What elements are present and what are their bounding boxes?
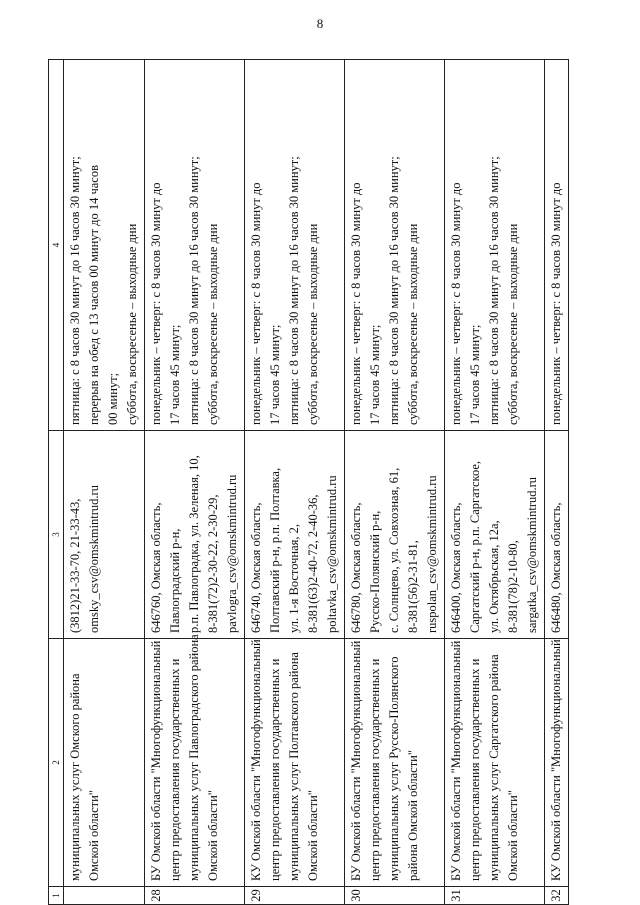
organization-name-line: центр предоставления государственных и — [368, 658, 382, 881]
working-hours-line: понедельник – четверг: с 8 часов 30 минут до — [149, 182, 163, 425]
address-contacts-cell — [245, 431, 345, 639]
working-hours-line: пятница: с 8 часов 30 минут до 16 часов 30 минут; — [187, 156, 201, 425]
address-contacts-line: 8-381(56)2-31-81, — [406, 540, 420, 633]
organization-name-line: муниципальных услуг Русско-Полянского — [387, 656, 401, 881]
address-contacts-line: 646480, Омская область, — [549, 502, 563, 633]
address-contacts-line: poltavka_csv@omskmintrud.ru — [325, 475, 339, 633]
row-number: 31 — [445, 887, 545, 905]
address-contacts-line: ул. Октябрьская, 12а, — [487, 520, 501, 633]
working-hours-cell — [345, 60, 445, 431]
address-contacts-line: sargatka_csv@omskmintrud.ru — [525, 476, 539, 633]
organization-name-cell — [245, 639, 345, 887]
row-number: 29 — [245, 887, 345, 905]
organization-name-line: центр предоставления государственных и — [168, 658, 182, 881]
organization-name-line: Омской области" — [306, 790, 320, 881]
row-number: 28 — [145, 887, 245, 905]
address-contacts-cell — [345, 431, 445, 639]
organization-name-cell — [445, 639, 545, 887]
address-contacts-line: р.п. Павлоградка, ул. Зеленая, 10, — [187, 455, 201, 633]
address-contacts-line: 8-381(78)2-10-80, — [506, 540, 520, 633]
column-number-4: 4 — [49, 60, 64, 431]
address-contacts-line: 646400, Омская область, — [449, 502, 463, 633]
address-contacts-line: pavlogra_csv@omskmintrud.ru — [225, 474, 239, 633]
organization-name-line: КУ Омской области "Многофункциональный — [549, 639, 563, 881]
organization-name-cell — [64, 639, 145, 887]
column-number-2: 2 — [49, 639, 64, 887]
organization-name-line: центр предоставления государственных и — [468, 658, 482, 881]
organization-name-cell — [345, 639, 445, 887]
organization-name-line: муниципальных услуг Полтавского района — [287, 652, 301, 881]
address-contacts-line: (3812)21-33-70, 21-33-43, — [68, 498, 82, 633]
address-contacts-line: 646780, Омская область, — [349, 502, 363, 633]
working-hours-line: понедельник – четверг: с 8 часов 30 минут до — [449, 182, 463, 425]
organization-name-cell — [545, 639, 569, 887]
working-hours-line: суббота, воскресенье – выходные дни — [406, 223, 420, 425]
address-contacts-line: ул. 1-я Восточная, 2, — [287, 523, 301, 633]
address-contacts-line: Полтавский р-н, р.п. Полтавка, — [268, 467, 282, 633]
working-hours-line: пятница: с 8 часов 30 минут до 16 часов 30 минут; — [387, 156, 401, 425]
organization-name-line: муниципальных услуг Саргатского района — [487, 654, 501, 881]
working-hours-line: понедельник – четверг: с 8 часов 30 минут до — [549, 182, 563, 425]
organization-name-line: БУ Омской области "Многофункциональный — [449, 640, 463, 881]
working-hours-line: 17 часов 45 минут; — [368, 324, 382, 425]
organization-name-cell — [145, 634, 245, 887]
organization-name-line: КУ Омской области "Многофункциональный — [249, 639, 263, 881]
working-hours-line: 00 минут; — [106, 372, 120, 425]
working-hours-cell — [145, 60, 245, 431]
table-column-numbers — [49, 60, 64, 905]
address-contacts-cell — [545, 431, 569, 639]
working-hours-line: 17 часов 45 минут; — [468, 324, 482, 425]
working-hours-cell — [245, 60, 345, 431]
table-row — [445, 60, 545, 905]
working-hours-cell — [445, 60, 545, 431]
working-hours-cell — [545, 60, 569, 431]
address-contacts-cell — [145, 431, 245, 639]
working-hours-line: понедельник – четверг: с 8 часов 30 минут до — [349, 182, 363, 425]
table-row — [64, 60, 145, 905]
column-number-3: 3 — [49, 431, 64, 639]
working-hours-line: пятница: с 8 часов 30 минут до 16 часов 30 минут; — [487, 156, 501, 425]
table-row — [245, 60, 345, 905]
address-contacts-line: ruspolan_csv@omskmintrud.ru — [425, 475, 439, 633]
working-hours-line: суббота, воскресенье – выходные дни — [306, 223, 320, 425]
working-hours-cell — [64, 60, 145, 431]
organization-name-line: Омской области" — [206, 790, 220, 881]
table-row — [145, 60, 245, 905]
address-contacts-cell — [445, 431, 545, 639]
organization-name-line: Омской области" — [506, 790, 520, 881]
row-number — [64, 887, 145, 905]
address-contacts-line: 8-381(63)2-40-72, 2-40-36, — [306, 494, 320, 633]
working-hours-line: 17 часов 45 минут; — [268, 324, 282, 425]
mfc-offices-table — [48, 59, 569, 905]
table-body — [64, 60, 569, 905]
row-number: 30 — [345, 887, 445, 905]
working-hours-line: 17 часов 45 минут; — [168, 324, 182, 425]
address-contacts-line: 646740, Омская область, — [249, 502, 263, 633]
organization-name-line: района Омской области" — [406, 750, 420, 881]
address-contacts-line: omsky_csv@omskmintrud.ru — [87, 485, 101, 633]
address-contacts-line: 8-381(72)2-30-22, 2-30-29, — [206, 494, 220, 633]
working-hours-line: суббота, воскресенье – выходные дни — [206, 223, 220, 425]
organization-name-line: Омской области" — [87, 790, 101, 881]
organization-name-line: муниципальных услуг Омского района — [68, 673, 82, 881]
working-hours-line: перерыв на обед с 13 часов 00 минут до 14 часов — [87, 165, 101, 425]
address-contacts-line: 646760, Омская область, — [149, 502, 163, 633]
table-row — [345, 60, 445, 905]
address-contacts-line: Саргатский р-н, р.п. Саргатское, — [468, 460, 482, 633]
table-row — [545, 60, 569, 905]
working-hours-line: пятница: с 8 часов 30 минут до 16 часов 30 минут; — [68, 156, 82, 425]
working-hours-line: суббота, воскресенье – выходные дни — [506, 223, 520, 425]
address-contacts-cell — [64, 431, 145, 639]
organization-name-line: БУ Омской области "Многофункциональный — [349, 640, 363, 881]
organization-name-line: центр предоставления государственных и — [268, 658, 282, 881]
page-number: 8 — [316, 16, 324, 31]
working-hours-line: понедельник – четверг: с 8 часов 30 минут до — [249, 182, 263, 425]
address-contacts-line: с. Солнцево, ул. Совхозная, 61, — [387, 467, 401, 633]
working-hours-line: суббота, воскресенье – выходные дни — [125, 223, 139, 425]
address-contacts-line: Русско-Полянский р-н, — [368, 510, 382, 633]
working-hours-line: пятница: с 8 часов 30 минут до 16 часов 30 минут; — [287, 156, 301, 425]
row-number: 32 — [545, 887, 569, 905]
column-number-1: 1 — [49, 887, 64, 905]
organization-name-line: муниципальных услуг Павлоградского района — [187, 634, 201, 881]
organization-name-line: БУ Омской области "Многофункциональный — [149, 640, 163, 881]
address-contacts-line: Павлоградский р-н, — [168, 528, 182, 633]
rotated-page-content — [48, 60, 603, 905]
